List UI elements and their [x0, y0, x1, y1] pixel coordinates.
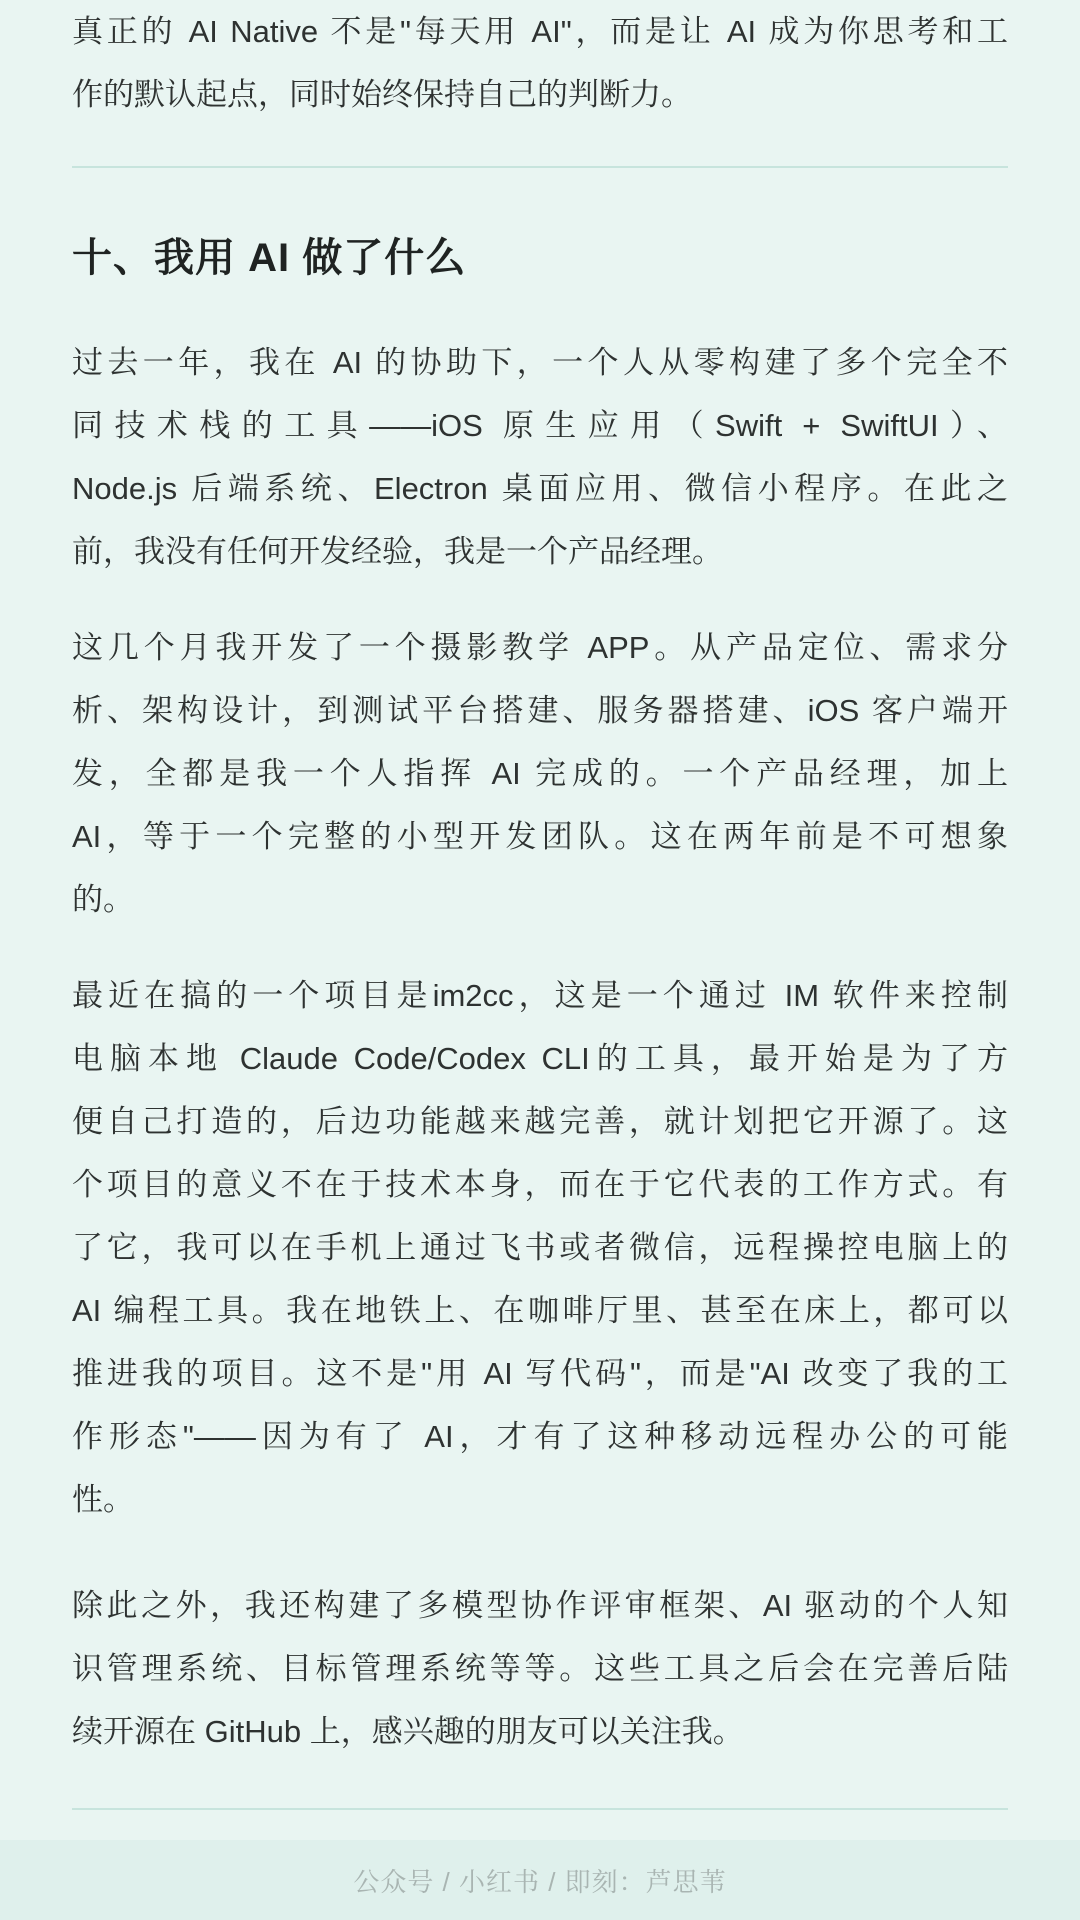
- text-line: 推进我的项目。这不是"用 AI 写代码"，而是"AI 改变了我的工: [72, 1356, 1008, 1391]
- text-line: 前，我没有任何开发经验，我是一个产品经理。: [72, 534, 723, 569]
- text-line: 个项目的意义不在于技术本身，而在于它代表的工作方式。有: [72, 1167, 1008, 1202]
- text-line: 同技术栈的工具——iOS 原生应用（Swift + SwiftUI）、: [72, 408, 1008, 443]
- intro-paragraph: [72, 0, 1008, 126]
- text-line: 电脑本地 Claude Code/Codex CLI的工具，最开始是为了方: [72, 1041, 1008, 1076]
- text-line: 发，全都是我一个人指挥 AI 完成的。一个产品经理，加上: [72, 756, 1008, 791]
- text-line: 作形态"——因为有了 AI，才有了这种移动远程办公的可能: [72, 1419, 1008, 1454]
- text-line: 最近在搞的一个项目是im2cc，这是一个通过 IM 软件来控制: [72, 978, 1008, 1013]
- section-heading: 十、我用 AI 做了什么: [72, 236, 467, 280]
- paragraph: [72, 331, 1008, 583]
- text-line: 真正的 AI Native 不是"每天用 AI"，而是让 AI 成为你思考和工: [72, 14, 1008, 49]
- text-line: Node.js 后端系统、Electron 桌面应用、微信小程序。在此之: [72, 471, 1008, 506]
- footer-credit: 公众号 / 小红书 / 即刻：芦思苇: [353, 1866, 727, 1897]
- text-line: AI，等于一个完整的小型开发团队。这在两年前是不可想象: [72, 819, 1008, 854]
- text-line: 续开源在 GitHub 上，感兴趣的朋友可以关注我。: [72, 1714, 744, 1749]
- text-line: 这几个月我开发了一个摄影教学 APP。从产品定位、需求分: [72, 630, 1008, 665]
- paragraph: [72, 616, 1008, 931]
- text-line: 作的默认起点，同时始终保持自己的判断力。: [72, 77, 692, 112]
- paragraph: [72, 1574, 1008, 1763]
- text-line: 性。: [72, 1482, 134, 1517]
- section-divider: [72, 166, 1008, 168]
- text-line: 的。: [72, 882, 134, 917]
- text-line: 除此之外，我还构建了多模型协作评审框架、AI 驱动的个人知: [72, 1588, 1008, 1623]
- text-line: 便自己打造的，后边功能越来越完善，就计划把它开源了。这: [72, 1104, 1008, 1139]
- text-line: AI 编程工具。我在地铁上、在咖啡厅里、甚至在床上，都可以: [72, 1293, 1008, 1328]
- text-line: 识管理系统、目标管理系统等等。这些工具之后会在完善后陆: [72, 1651, 1008, 1686]
- text-line: 过去一年，我在 AI 的协助下，一个人从零构建了多个完全不: [72, 345, 1008, 380]
- footer: [0, 1840, 1080, 1920]
- footer-divider: [72, 1808, 1008, 1810]
- paragraph: [72, 964, 1008, 1531]
- text-line: 了它，我可以在手机上通过飞书或者微信，远程操控电脑上的: [72, 1230, 1008, 1265]
- text-line: 析、架构设计，到测试平台搭建、服务器搭建、iOS 客户端开: [72, 693, 1008, 728]
